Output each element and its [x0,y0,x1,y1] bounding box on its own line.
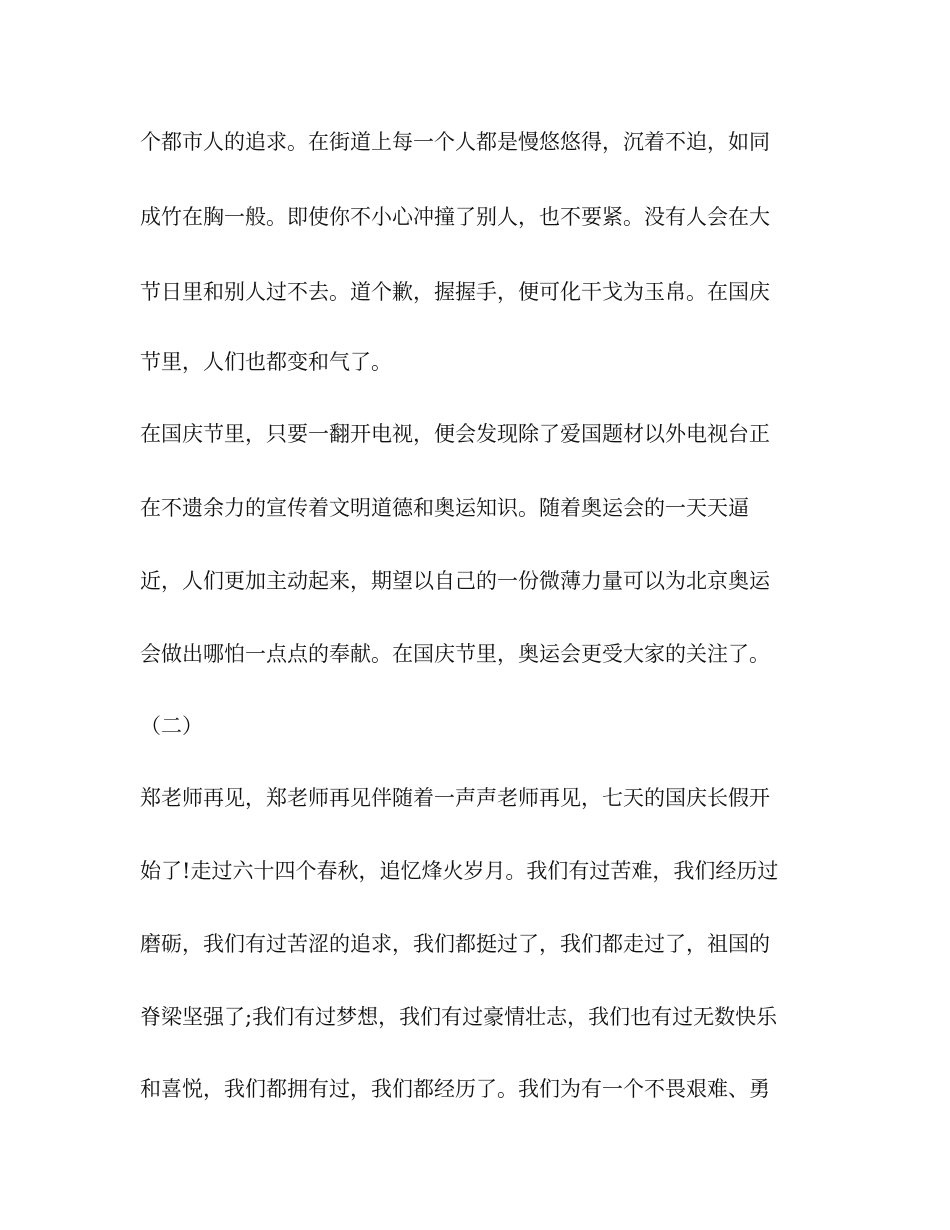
text-line: 和喜悦，我们都拥有过，我们都经历了。我们为有一个不畏艰难、勇 [140,1077,770,1101]
text-line: 成竹在胸一般。即使你不小心冲撞了别人，也不要紧。没有人会在大 [140,205,770,229]
text-line: 会做出哪怕一点点的奉献。在国庆节里，奥运会更受大家的关注了。 [140,642,770,666]
text-line: 在国庆节里，只要一翻开电视，便会发现除了爱国题材以外电视台正 [140,422,770,446]
text-line: 脊梁坚强了;我们有过梦想，我们有过豪情壮志，我们也有过无数快乐 [140,1005,778,1029]
text-line: 始了!走过六十四个春秋，追忆烽火岁月。我们有过苦难，我们经历过 [140,859,779,883]
text-line: 在不遗余力的宣传着文明道德和奥运知识。随着奥运会的一天天逼 [140,496,749,520]
text-line: 近，人们更加主动起来，期望以自己的一份微薄力量可以为北京奥运 [140,569,770,593]
text-line: 节日里和别人过不去。道个歉，握握手，便可化干戈为玉帛。在国庆 [140,280,770,304]
text-line: 郑老师再见，郑老师再见伴随着一声声老师再见，七天的国庆长假开 [140,786,770,810]
section-heading: （二） [140,714,203,738]
text-line: 个都市人的追求。在街道上每一个人都是慢悠悠得，沉着不迫，如同 [140,130,770,154]
text-line: 磨砺，我们有过苦涩的追求，我们都挺过了，我们都走过了，祖国的 [140,932,770,956]
text-line: 节里，人们也都变和气了。 [140,350,392,374]
